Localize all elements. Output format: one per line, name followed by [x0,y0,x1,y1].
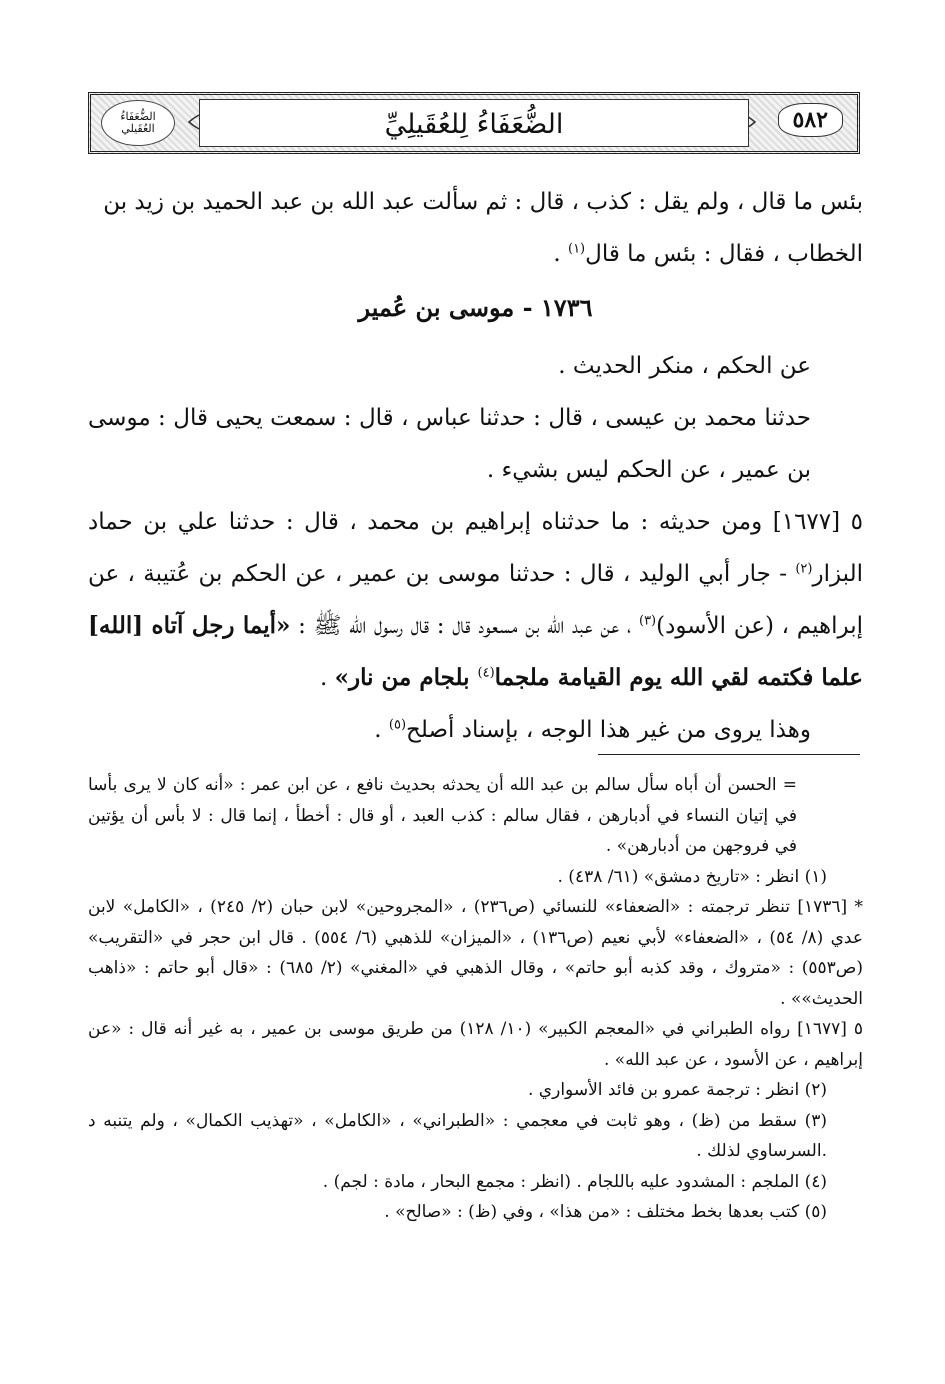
book-logo: الضُّعَفَاءُ العُقَيلي [101,100,175,146]
hadith-text: «أيما رجل آتاه [الله] علما فكتمه لقي الله يوم القيامة ملجما [88,612,863,691]
main-text [88,176,863,756]
book-title: الضُّعَفَاءُ لِلعُقَيلِيِّ [384,109,564,140]
hadith-text: بلجام من نار» [334,664,478,691]
paragraph: حدثنا محمد بن عيسى ، قال : حدثنا عباس ، قال : سمعت يحيى قال : موسى بن عمير ، عن الحكم ليس بشيء . [88,405,811,483]
header-title-frame [199,99,749,147]
footnote-ref: (٣) [638,613,657,629]
hadith-paragraph: ٥ [١٦٧٧] ومن حديثه : ما حدثناه إبراهيم بن محمد ، قال : حدثنا علي بن حماد البزار$^{(٢)}$ - جار أبي الوليد ، قال : حدثنا موسى بن عمير ، عن الحكم بن عُتيبة ، عن إبراهيم ، (عن الأسود)$^{(٣)}$ ، عن عبد الله بن مسعود قال : قال رسول الله ﷺ : «أيما رجل آتاه [الله] علما فكتمه لقي الله يوم القيامة ملجما$^{(٤)}$ بلجام من نار» . [88,509,864,691]
footnote: (١) انظر : «تاريخ دمشق» (٦١/ ٤٣٨) . [557,866,827,887]
footnote-ref: (٤) [477,665,495,681]
footnote: (٤) الملجم : المشدود عليه باللجام . (انظر : مجمع البحار ، مادة : لجم) . [322,1171,827,1192]
text-line: الخطاب ، فقال : بئس ما قال$^{(١)}$ . [553,241,863,267]
page-number: ٥٨٢ [778,103,843,137]
footnote: (٢) انظر : ترجمة عمرو بن فائد الأسواري . [528,1080,827,1100]
running-header [88,92,860,154]
footnote: (٥) كتب بعدها بخط مختلف : «من هذا» ، وفي (ظ) : «صالح» . [384,1202,827,1222]
footnote-ref: (١) [567,241,586,257]
paragraph: وهذا يروى من غير هذا الوجه ، بإسناد أصلح$^{(٥)}$ . [374,717,811,743]
entry-heading: ١٧٣٦ - موسى بن عُمير [358,293,593,322]
footnote: = الحسن أن أباه سأل سالم بن عبد الله أن يحدثه بحديث نافع ، عن ابن عمر : «أنه كان لا يرى بأسا في إتيان النساء في أدبارهن ، فقال سالم : كذب العبد ، أو قال : أخطأ ، إنما قال : لا بأس أن يؤتين في فروجهن من أدبارهن» . [88,775,797,856]
footnote-divider [598,754,860,755]
footnote: * [١٧٣٦] تنظر ترجمته : «الضعفاء» للنسائي (ص٢٣٦) ، «المجروحين» لابن حبان (٢/ ٢٤٥) ، «الكامل» لابن عدي (٨/ ٥٤) ، «الضعفاء» لأبي نعيم (ص١٣٦) ، «الميزان» للذهبي (٦/ ٥٥٤) . قال ابن حجر في «التقريب» (ص٥٥٣) : «متروك ، وقد كذبه أبو حاتم» ، وقال الذهبي في «المغني» (٢/ ٦٨٥) : «قال أبو حاتم : «ذاهب الحديث»» . [88,897,864,1009]
footnotes [88,770,863,1228]
footnote: ٥ [١٦٧٧] رواه الطبراني في «المعجم الكبير» (١٠/ ١٢٨) من طريق موسى بن عمير ، به غير أنه قال : «عن إبراهيم ، عن الأسود ، عن عبد الله» . [88,1019,863,1070]
footnote-ref: (٢) [795,561,813,577]
paragraph: عن الحكم ، منكر الحديث . [558,353,811,379]
footnote: (٣) سقط من (ظ) ، وهو ثابت في معجمي : «الطبراني» ، «الكامل» ، «تهذيب الكمال» ، ولم يتنبه د .السرساوي لذلك . [88,1110,827,1161]
text-line: بئس ما قال ، ولم يقل : كذب ، قال : ثم سألت عبد الله بن عبد الحميد بن زيد بن [103,189,863,215]
footnote-ref: (٥) [388,717,407,733]
